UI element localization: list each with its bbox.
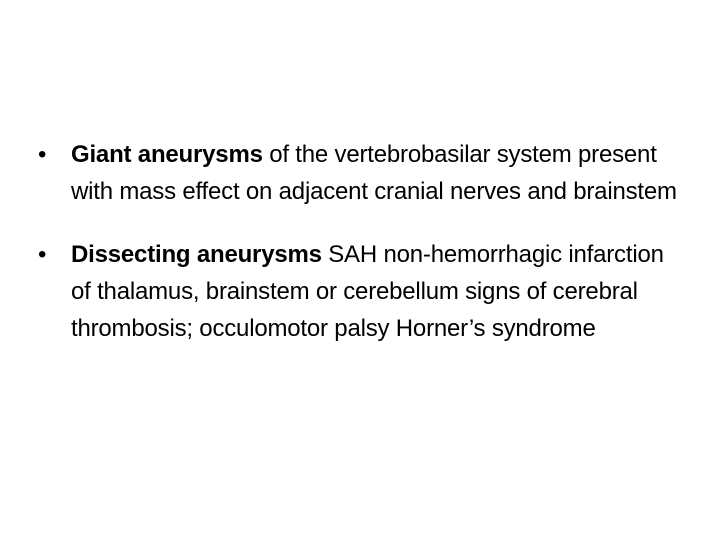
bullet-list xyxy=(38,136,678,373)
bullet-text: SAH non-hemorrhagic infarction of thalamus, brainstem or cerebellum signs of cerebral thrombosis; occulomotor palsy Horner’s syndrome xyxy=(71,241,664,342)
bullet-item-dissecting-aneurysms xyxy=(38,236,678,347)
bullet-marker: • xyxy=(38,241,47,268)
bullet-term: Giant aneurysms xyxy=(71,141,263,168)
bullet-text: of the vertebrobasilar system present with mass effect on adjacent cranial nerves and brainstem xyxy=(71,141,677,205)
bullet-item-giant-aneurysms xyxy=(38,136,678,210)
bullet-term: Dissecting aneurysms xyxy=(71,241,322,268)
bullet-marker: • xyxy=(38,141,47,168)
